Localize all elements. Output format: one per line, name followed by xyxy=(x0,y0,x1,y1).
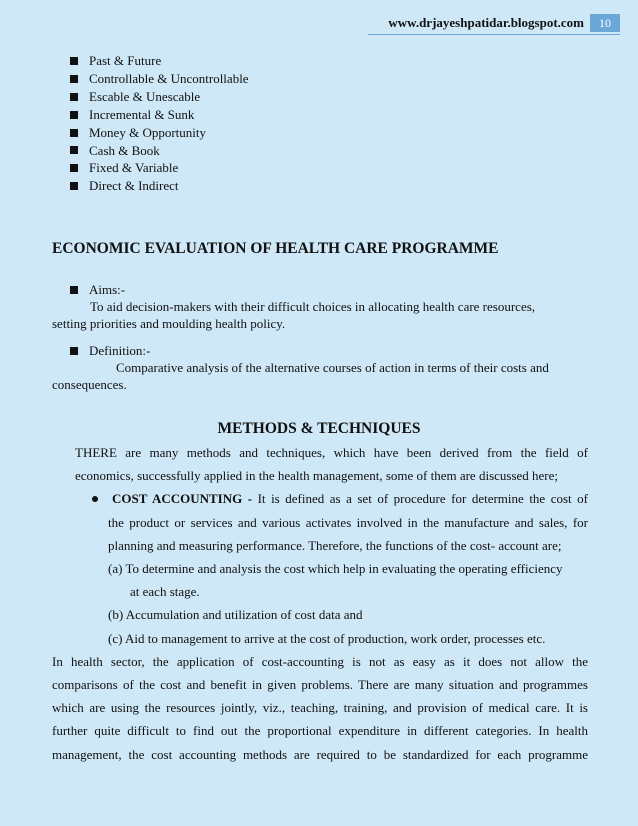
list-item: Direct & Indirect xyxy=(70,177,249,195)
intro-line: economics, successfully applied in the health management, some of them are discussed here; xyxy=(75,468,559,484)
definition-text-line: consequences. xyxy=(52,377,127,392)
definition-block xyxy=(52,342,586,393)
intro-line: THERE are many methods and techniques, which have been derived from the field of xyxy=(75,445,588,460)
square-bullet-icon xyxy=(70,182,78,190)
methods-body xyxy=(52,441,588,766)
function-item-a: (a) To determine and analysis the cost which help in evaluating the operating efficiency xyxy=(108,561,563,577)
aims-heading: Aims:- xyxy=(70,281,586,298)
square-bullet-icon xyxy=(70,286,78,294)
function-item-a-continued: at each stage. xyxy=(130,584,200,600)
list-item: Money & Opportunity xyxy=(70,124,249,142)
list-item: Past & Future xyxy=(70,52,249,70)
square-bullet-icon xyxy=(70,93,78,101)
definition-heading: Definition:- xyxy=(70,342,586,359)
list-item: Incremental & Sunk xyxy=(70,106,249,124)
list-item: Controllable & Uncontrollable xyxy=(70,70,249,88)
square-bullet-icon xyxy=(70,347,78,355)
definition-text-line: Comparative analysis of the alternative courses of action in terms of their costs and xyxy=(116,360,549,375)
page-header xyxy=(388,14,620,32)
square-bullet-icon xyxy=(70,111,78,119)
list-item: Fixed & Variable xyxy=(70,159,249,177)
paragraph-line: which are using the resources jointly, viz., teaching, training, and provision of medical care. It is xyxy=(52,700,588,716)
aims-text-line: To aid decision-makers with their difficult choices in allocating health care resources, xyxy=(90,299,536,314)
cost-accounting-line: planning and measuring performance. Therefore, the functions of the cost- account are; xyxy=(108,537,562,553)
list-item: Escable & Unescable xyxy=(70,88,249,106)
cost-accounting-item: COST ACCOUNTING - It is defined as a set of procedure for determine the cost of xyxy=(52,487,588,510)
cost-accounting-line: the product or services and various activates involved in the manufacture and sales, for xyxy=(108,514,588,530)
function-item-b: (b) Accumulation and utilization of cost data and xyxy=(108,607,363,623)
paragraph-line: comparisons of the cost and benefit in given problems. There are many situation and programmes xyxy=(52,677,588,693)
header-rule xyxy=(368,34,620,35)
square-bullet-icon xyxy=(70,75,78,83)
paragraph-line: In health sector, the application of cost-accounting is not as easy as it does not allow the xyxy=(52,653,588,669)
list-item: Cash & Book xyxy=(70,142,249,160)
paragraph-line: further quite difficult to find out the proportional expenditure in different categories. In health xyxy=(52,723,588,739)
paragraph-line: management, the cost accounting methods are required to be standardized for each programme xyxy=(52,746,588,762)
section-heading-economic-evaluation: ECONOMIC EVALUATION OF HEALTH CARE PROGRAMME xyxy=(52,240,499,257)
square-bullet-icon xyxy=(70,164,78,172)
section-heading-methods: METHODS & TECHNIQUES xyxy=(217,420,421,437)
round-bullet-icon xyxy=(92,496,98,502)
cost-types-list xyxy=(70,52,249,195)
aims-block xyxy=(52,281,586,332)
function-item-c: (c) Aid to management to arrive at the cost of production, work order, processes etc. xyxy=(108,630,546,646)
square-bullet-icon xyxy=(70,129,78,137)
square-bullet-icon xyxy=(70,57,78,65)
cost-accounting-label: COST ACCOUNTING - xyxy=(112,491,253,507)
header-url[interactable]: www.drjayeshpatidar.blogspot.com xyxy=(388,15,584,30)
aims-text-line: setting priorities and moulding health policy. xyxy=(52,316,286,331)
square-bullet-icon xyxy=(70,146,78,154)
page-number: 10 xyxy=(590,14,620,32)
